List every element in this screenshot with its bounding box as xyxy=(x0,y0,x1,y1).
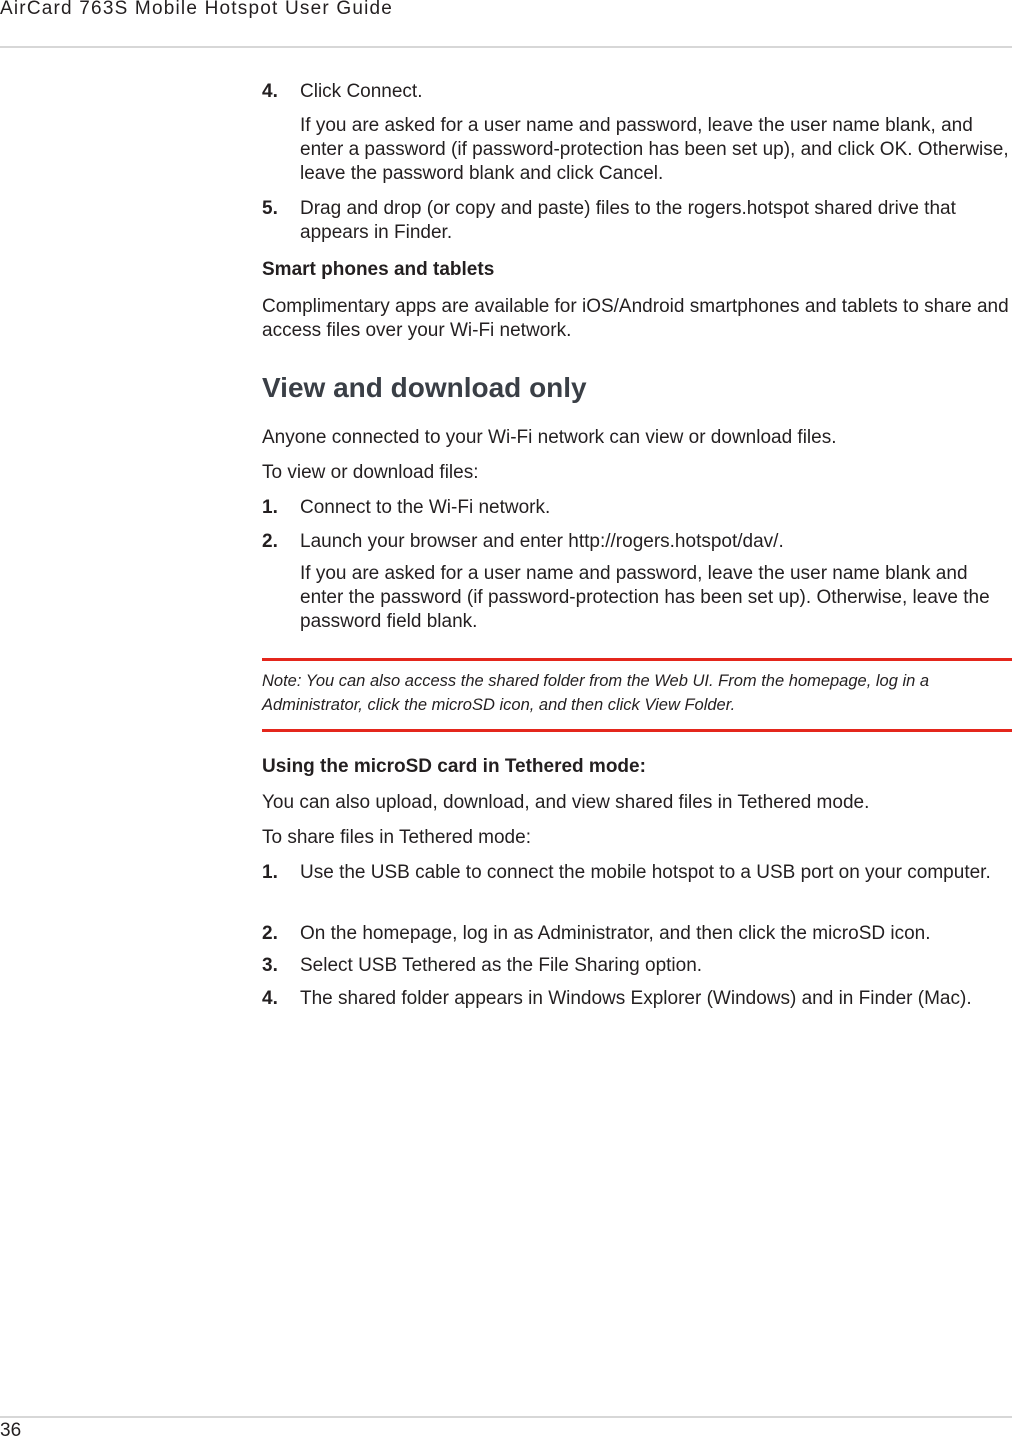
header-divider xyxy=(0,46,1012,48)
step-number: 4. xyxy=(262,81,278,102)
step-text: Use the USB cable to connect the mobile hotspot to a USB port on your computer. xyxy=(300,862,991,883)
paragraph: To share files in Tethered mode: xyxy=(262,827,531,848)
step-number: 2. xyxy=(262,531,278,552)
step-text: Drag and drop (or copy and paste) files to the rogers.hotspot shared drive that appears in Finder. xyxy=(300,198,956,243)
step-number: 1. xyxy=(262,497,278,518)
section-heading: View and download only xyxy=(262,372,587,403)
step-number: 4. xyxy=(262,988,278,1009)
note-text: Note: You can also access the shared folder from the Web UI. From the homepage, log in a Administrator, click the microSD icon, and then click View Folder. xyxy=(262,672,930,714)
paragraph: To view or download files: xyxy=(262,462,479,483)
note-bottom-rule xyxy=(262,729,1012,732)
page-number: 36 xyxy=(0,1420,22,1441)
step-number: 3. xyxy=(262,955,278,976)
note-top-rule xyxy=(262,658,1012,661)
paragraph: You can also upload, download, and view shared files in Tethered mode. xyxy=(262,792,870,813)
step-detail: If you are asked for a user name and password, leave the user name blank, and enter a password (if password-protection has been set up), and click OK. Otherwise, leave the password blank and click Cancel. xyxy=(300,115,1009,184)
paragraph: Anyone connected to your Wi-Fi network can view or download files. xyxy=(262,427,837,448)
step-text: Connect to the Wi-Fi network. xyxy=(300,497,551,518)
subheading-tethered: Using the microSD card in Tethered mode: xyxy=(262,756,646,777)
running-header: AirCard 763S Mobile Hotspot User Guide xyxy=(0,0,394,19)
step-number: 1. xyxy=(262,862,278,883)
step-number: 2. xyxy=(262,923,278,944)
step-detail: If you are asked for a user name and password, leave the user name blank and enter the password (if password-protection has been set up). Otherwise, leave the password field blank. xyxy=(300,563,990,632)
step-text: On the homepage, log in as Administrator, and then click the microSD icon. xyxy=(300,923,931,944)
paragraph: Complimentary apps are available for iOS/Android smartphones and tablets to share and access files over your Wi-Fi network. xyxy=(262,296,1009,341)
step-number: 5. xyxy=(262,198,278,219)
step-text: Select USB Tethered as the File Sharing option. xyxy=(300,955,703,976)
subheading-smart-phones: Smart phones and tablets xyxy=(262,259,495,280)
step-text: Launch your browser and enter http://rogers.hotspot/dav/. xyxy=(300,531,784,552)
step-text: The shared folder appears in Windows Explorer (Windows) and in Finder (Mac). xyxy=(300,988,972,1009)
step-text: Click Connect. xyxy=(300,81,423,102)
footer-divider xyxy=(0,1416,1012,1418)
